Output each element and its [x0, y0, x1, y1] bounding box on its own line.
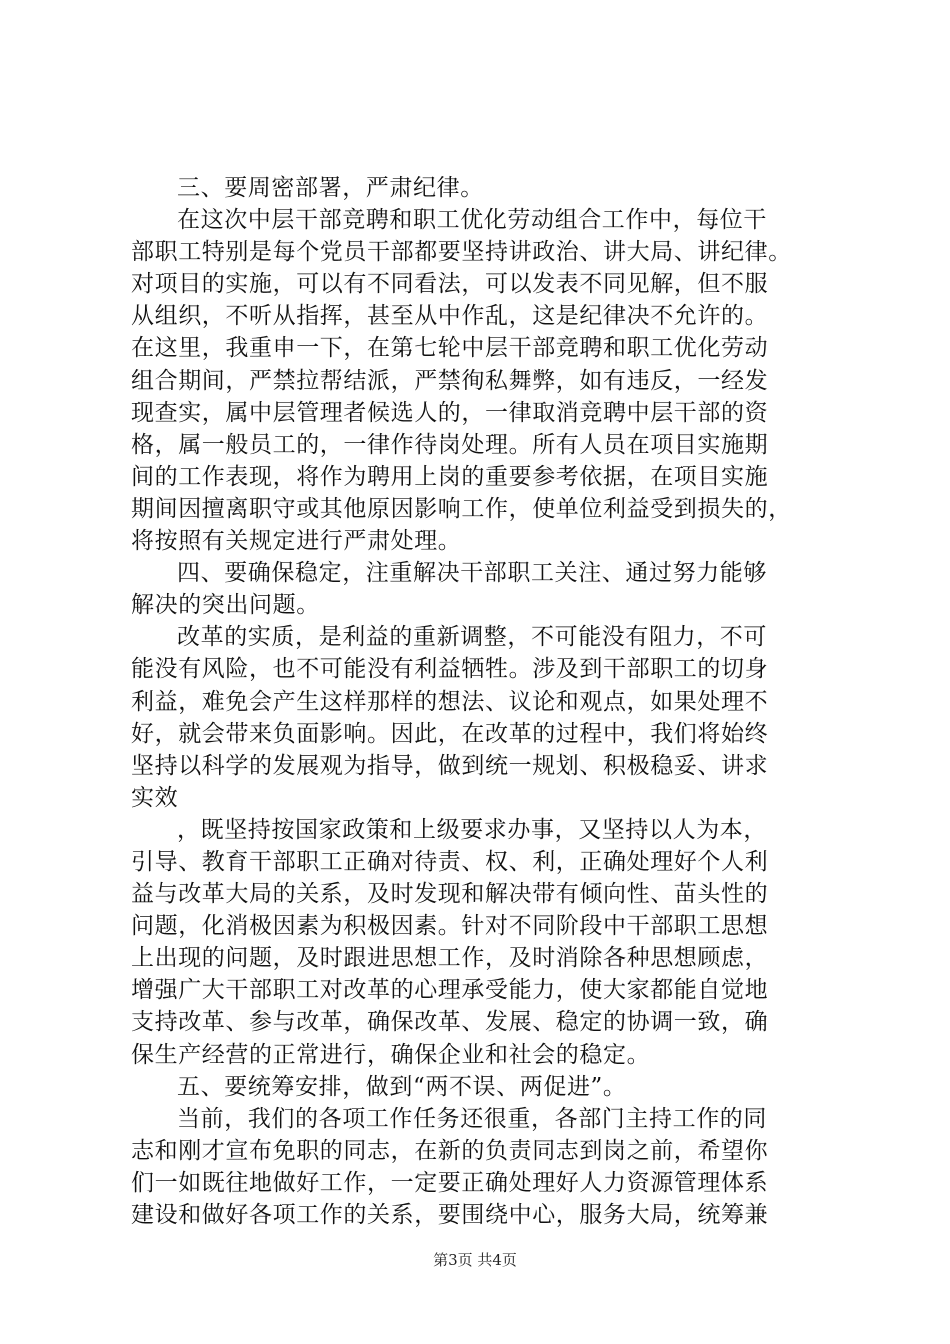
text-line: 对项目的实施，可以有不同看法，可以发表不同见解，但不服 [131, 271, 769, 298]
text-line: 当前，我们的各项工作任务还很重，各部门主持工作的同 [177, 1105, 767, 1132]
text-line: 改革的实质，是利益的重新调整，不可能没有阻力，不可 [177, 624, 767, 651]
text-line: 间的工作表现，将作为聘用上岗的重要参考依据，在项目实施 [131, 463, 769, 490]
text-line: 五、要统筹安排，做到“两不误、两促进”。 [177, 1073, 627, 1100]
text-line: 建设和做好各项工作的关系，要围绕中心，服务大局，统筹兼 [131, 1202, 769, 1228]
text-line: 上出现的问题，及时跟进思想工作，及时消除各种思想顾虑， [131, 945, 769, 972]
text-line: 好，就会带来负面影响。因此，在改革的过程中，我们将始终 [131, 720, 769, 747]
text-line: 解决的突出问题。 [131, 592, 320, 619]
page-footer: 第3页 共4页 [433, 1251, 517, 1269]
text-line: 问题，化消极因素为积极因素。针对不同阶段中干部职工思想 [131, 913, 769, 940]
text-line: 利益，难免会产生这样那样的想法、议论和观点，如果处理不 [131, 688, 769, 715]
text-line: 们一如既往地做好工作，一定要正确处理好人力资源管理体系 [131, 1169, 769, 1196]
text-line: 志和刚才宣布免职的同志，在新的负责同志到岗之前，希望你 [131, 1137, 769, 1164]
text-line: 坚持以科学的发展观为指导，做到统一规划、积极稳妥、讲求 [131, 752, 769, 779]
text-line: 从组织，不听从指挥，甚至从中作乱，这是纪律决不允许的。 [131, 303, 769, 330]
text-line: ，既坚持按国家政策和上级要求办事，又坚持以人为本， [177, 816, 767, 843]
text-line: 四、要确保稳定，注重解决干部职工关注、通过努力能够 [177, 560, 767, 587]
text-line: 在这次中层干部竞聘和职工优化劳动组合工作中，每位干 [177, 207, 767, 234]
text-line: 现查实，属中层管理者候选人的，一律取消竞聘中层干部的资 [131, 399, 769, 426]
text-line: 期间因擅离职守或其他原因影响工作，使单位利益受到损失的， [131, 495, 792, 522]
document-body [131, 172, 831, 1231]
text-line: 将按照有关规定进行严肃处理。 [131, 528, 462, 555]
text-line: 实效 [131, 784, 179, 811]
text-line: 在这里，我重申一下，在第七轮中层干部竞聘和职工优化劳动 [131, 335, 769, 362]
text-line: 能没有风险，也不可能没有利益牺牲。涉及到干部职工的切身 [131, 656, 769, 683]
text-line: 格，属一般员工的，一律作待岗处理。所有人员在项目实施期 [131, 431, 769, 458]
text-line: 增强广大干部职工对改革的心理承受能力，使大家都能自觉地 [131, 977, 769, 1004]
text-line: 保生产经营的正常进行，确保企业和社会的稳定。 [131, 1041, 651, 1068]
text-line: 支持改革、参与改革，确保改革、发展、稳定的协调一致，确 [131, 1009, 769, 1036]
text-line: 组合期间，严禁拉帮结派，严禁徇私舞弊，如有违反，一经发 [131, 367, 769, 394]
text-line: 三、要周密部署，严肃纪律。 [177, 175, 484, 201]
text-line: 部职工特别是每个党员干部都要坚持讲政治、讲大局、讲纪律。 [131, 239, 792, 266]
text-line: 益与改革大局的关系，及时发现和解决带有倾向性、苗头性的 [131, 881, 769, 908]
text-line: 引导、教育干部职工正确对待责、权、利，正确处理好个人利 [131, 848, 769, 875]
